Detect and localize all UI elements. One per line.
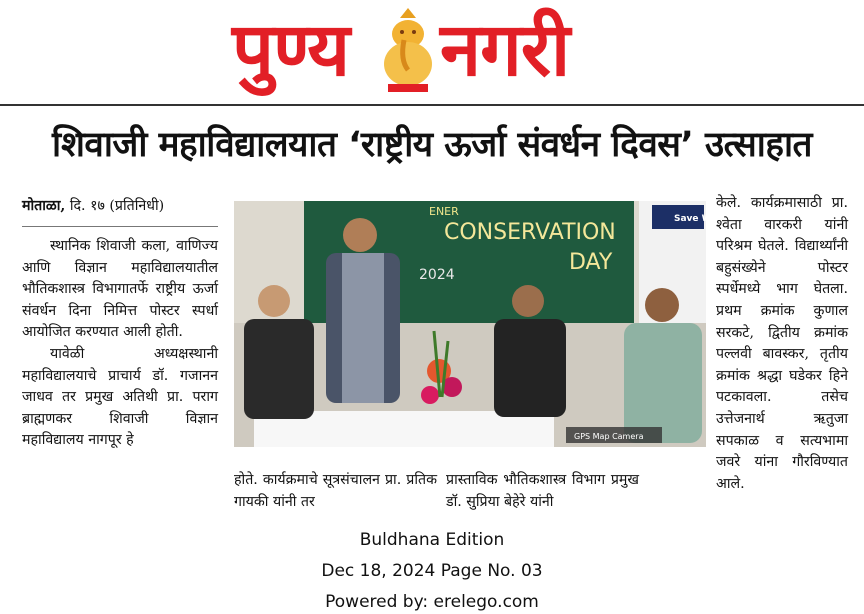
footer-edition: Buldhana Edition [359, 530, 505, 550]
ganesh-logo-icon [378, 4, 438, 94]
board-year: 2024 [419, 267, 455, 283]
dateline-rest: दि. १७ (प्रतिनिधी) [69, 198, 165, 214]
footer-powered-by: Powered by: erelego.com [325, 592, 539, 612]
article-paragraph: केले. कार्यक्रमासाठी प्रा. श्वेता वारकरी यांनी परिश्रम घेतले. विद्यार्थ्यांनी बहुसंख्येने पोस्टर स्पर्धेमध्ये भाग घेतला. प्रथम क्रमांक कुणाल सरकटे, द्वितीय क्रमांक पल्लवी बावस्कर, तृतीय क्रमांक श्रद्धा घडेकर हिने पटकावला. तसेच उत्तेजनार्थ ऋतुजा सपकाळ व सत्यभामा जवरे यांना गौरविण्यात आले. [716, 195, 848, 492]
photo-watermark: GPS Map Camera [574, 432, 644, 441]
masthead-title-left: पुण्य [232, 7, 350, 93]
masthead-divider [0, 104, 864, 106]
article-paragraph: यावेळी अध्यक्षस्थानी महाविद्यालयाचे प्राचार्य डॉ. गजानन जाधव तर प्रमुख अतिथी प्रा. पराग ब्राह्मणकर शिवाजी विज्ञान महाविद्यालय नागपूर हे [22, 345, 218, 449]
board-line-2: DAY [569, 250, 613, 275]
article-bottom-col-1: होते. कार्यक्रमाचे सूत्रसंचालन प्रा. प्रतिक गायकी यांनी तर [234, 472, 437, 510]
board-line-1: CONSERVATION [444, 220, 616, 245]
poster-text: Save W [674, 214, 712, 224]
masthead-title-right: नगरी [440, 7, 570, 93]
event-photo-image [234, 201, 712, 447]
footer-date-page: Dec 18, 2024 Page No. 03 [321, 561, 543, 581]
article-paragraph: स्थानिक शिवाजी कला, वाणिज्य आणि विज्ञान महाविद्यालयातील भौतिकशास्त्र विभागातर्फे राष्ट्रीय ऊर्जा संवर्धन दिना निमित्त पोस्टर स्पर्धा आयोजित करण्यात आली होती. [22, 238, 218, 341]
article-column-1 [22, 236, 218, 452]
headline: शिवाजी महाविद्यालयात ‘राष्ट्रीय ऊर्जा संवर्धन दिवस’ उत्साहात [52, 125, 812, 165]
article-bottom-col-2: प्रास्ताविक भौतिकशास्त्र विभाग प्रमुख डॉ. सुप्रिया बेहेरे यांनी [446, 472, 639, 510]
dateline [22, 196, 164, 218]
masthead [0, 0, 864, 104]
board-top-text: ENER [429, 205, 459, 218]
dateline-place: मोताळा, [22, 198, 66, 214]
event-photo [234, 201, 712, 447]
article-column-3 [716, 193, 848, 495]
dateline-divider [22, 226, 218, 227]
